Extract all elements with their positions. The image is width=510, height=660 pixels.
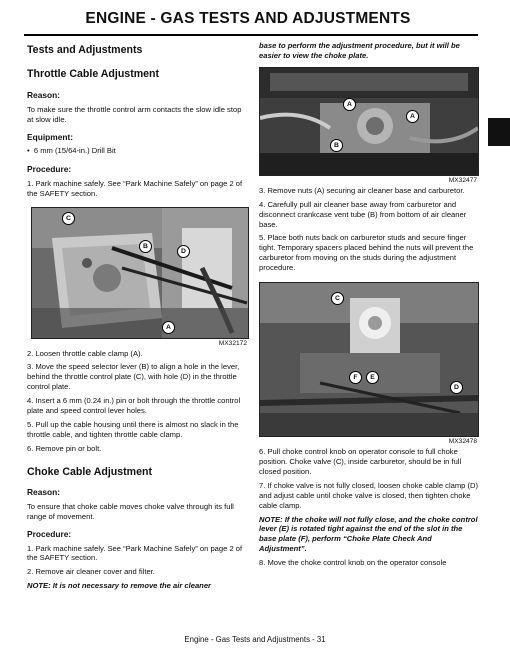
air-cleaner-figure-photo: [259, 67, 479, 176]
callout-b: B: [330, 139, 343, 152]
throttle-heading: Throttle Cable Adjustment: [27, 68, 160, 80]
step-7: 7. If choke valve is not fully closed, loosen choke cable clamp (D) and adjust cable until choke valve is closed, then tighten choke cable clamp.: [259, 480, 479, 510]
throttle-reason-label: Reason:: [27, 90, 61, 100]
step-5: 5. Place both nuts back on carburetor studs and secure finger tight. Temporary spacers placed behind the nuts will prevent the carburetor from moving on the studs during the adjustment procedure.: [259, 233, 474, 273]
callout-c: C: [62, 212, 75, 225]
choke-heading: Choke Cable Adjustment: [27, 465, 152, 478]
note-continued: base to perform the adjustment procedure, but it will be easier to view the choke plate.: [259, 41, 460, 60]
header-rule: [24, 34, 478, 36]
callout-d: D: [450, 381, 463, 394]
choke-note: NOTE: It is not necessary to remove the air cleaner: [27, 581, 212, 591]
choke-reason-label: Reason:: [27, 486, 61, 497]
callout-a: A: [162, 321, 175, 334]
throttle-figure-code: MX32172: [218, 339, 247, 347]
callout-a-left: A: [343, 98, 356, 111]
choke-step-2: 2. Remove air cleaner cover and filter.: [27, 567, 155, 577]
throttle-step-3: 3. Move the speed selector lever (B) to align a hole in the lever, behind the throttle control plate (C), with hole (D) in the throttle control plate.: [27, 362, 240, 392]
throttle-step-5: 5. Pull up the cable housing until there is almost no slack in the throttle cable, and tighten throttle cable clamp.: [27, 419, 239, 439]
step-4: 4. Carefully pull air cleaner base away from carburetor and disconnect crankcase vent tube (B) from bottom of air cleaner base.: [259, 199, 467, 229]
throttle-step-6: 6. Remove pin or bolt.: [27, 443, 102, 453]
throttle-step-1: 1. Park machine safely. See “Park Machine Safely” on page 2 of the SAFETY section.: [27, 178, 243, 198]
throttle-equipment-label: Equipment:: [27, 131, 74, 142]
throttle-figure-photo: [31, 207, 249, 339]
page-footer: Engine - Gas Tests and Adjustments - 31: [184, 635, 326, 644]
air-cleaner-figure-code: MX32477: [448, 176, 477, 184]
callout-a-right: A: [406, 110, 419, 123]
page-header-title: ENGINE - GAS TESTS AND ADJUSTMENTS: [85, 10, 411, 27]
throttle-reason-text: To make sure the throttle control arm contacts the slow idle stop at slow idle.: [27, 105, 242, 124]
callout-b: B: [139, 240, 152, 253]
throttle-equipment-item: • 6 mm (15/64-in.) Drill Bit: [27, 145, 116, 155]
equipment-item-text: 6 mm (15/64-in.) Drill Bit: [33, 145, 116, 155]
throttle-procedure-label: Procedure:: [27, 163, 72, 174]
callout-e: E: [366, 371, 379, 384]
section-tab-marker: [488, 118, 510, 146]
choke-figure-photo: [259, 282, 479, 437]
throttle-step-4: 4. Insert a 6 mm (0.24 in.) pin or bolt through the throttle control plate and speed control lever holes.: [27, 396, 241, 416]
choke-reason-text: To ensure that choke cable moves choke valve through its full range of movement.: [27, 501, 234, 521]
step-6: 6. Pull choke control knob on operator console to full choke position. Choke valve (C), inside carburetor, should be in full closed position.: [259, 447, 462, 476]
choke-warning-note: NOTE: If the choke will not fully close, and the choke control lever (E) is rotated tight against the end of the slot in the base plate (F), perform “Choke Plate Check And Adjustment”.: [259, 514, 478, 554]
right-column: [259, 40, 479, 568]
step-3: 3. Remove nuts (A) securing air cleaner base and carburetor.: [259, 185, 465, 195]
callout-c: C: [331, 292, 344, 305]
step-8: 8. Move the choke control knob on the operator console: [259, 558, 447, 568]
section-title: Tests and Adjustments: [27, 44, 143, 56]
choke-step-1: 1. Park machine safely. See “Park Machine Safely” on page 2 of the SAFETY section.: [27, 543, 243, 563]
choke-figure-code: MX32478: [448, 438, 477, 446]
choke-procedure-label: Procedure:: [27, 528, 72, 539]
throttle-step-2: 2. Loosen throttle cable clamp (A).: [27, 348, 143, 358]
callout-d: D: [177, 245, 190, 258]
left-column: [27, 40, 249, 591]
callout-f: F: [349, 371, 362, 384]
